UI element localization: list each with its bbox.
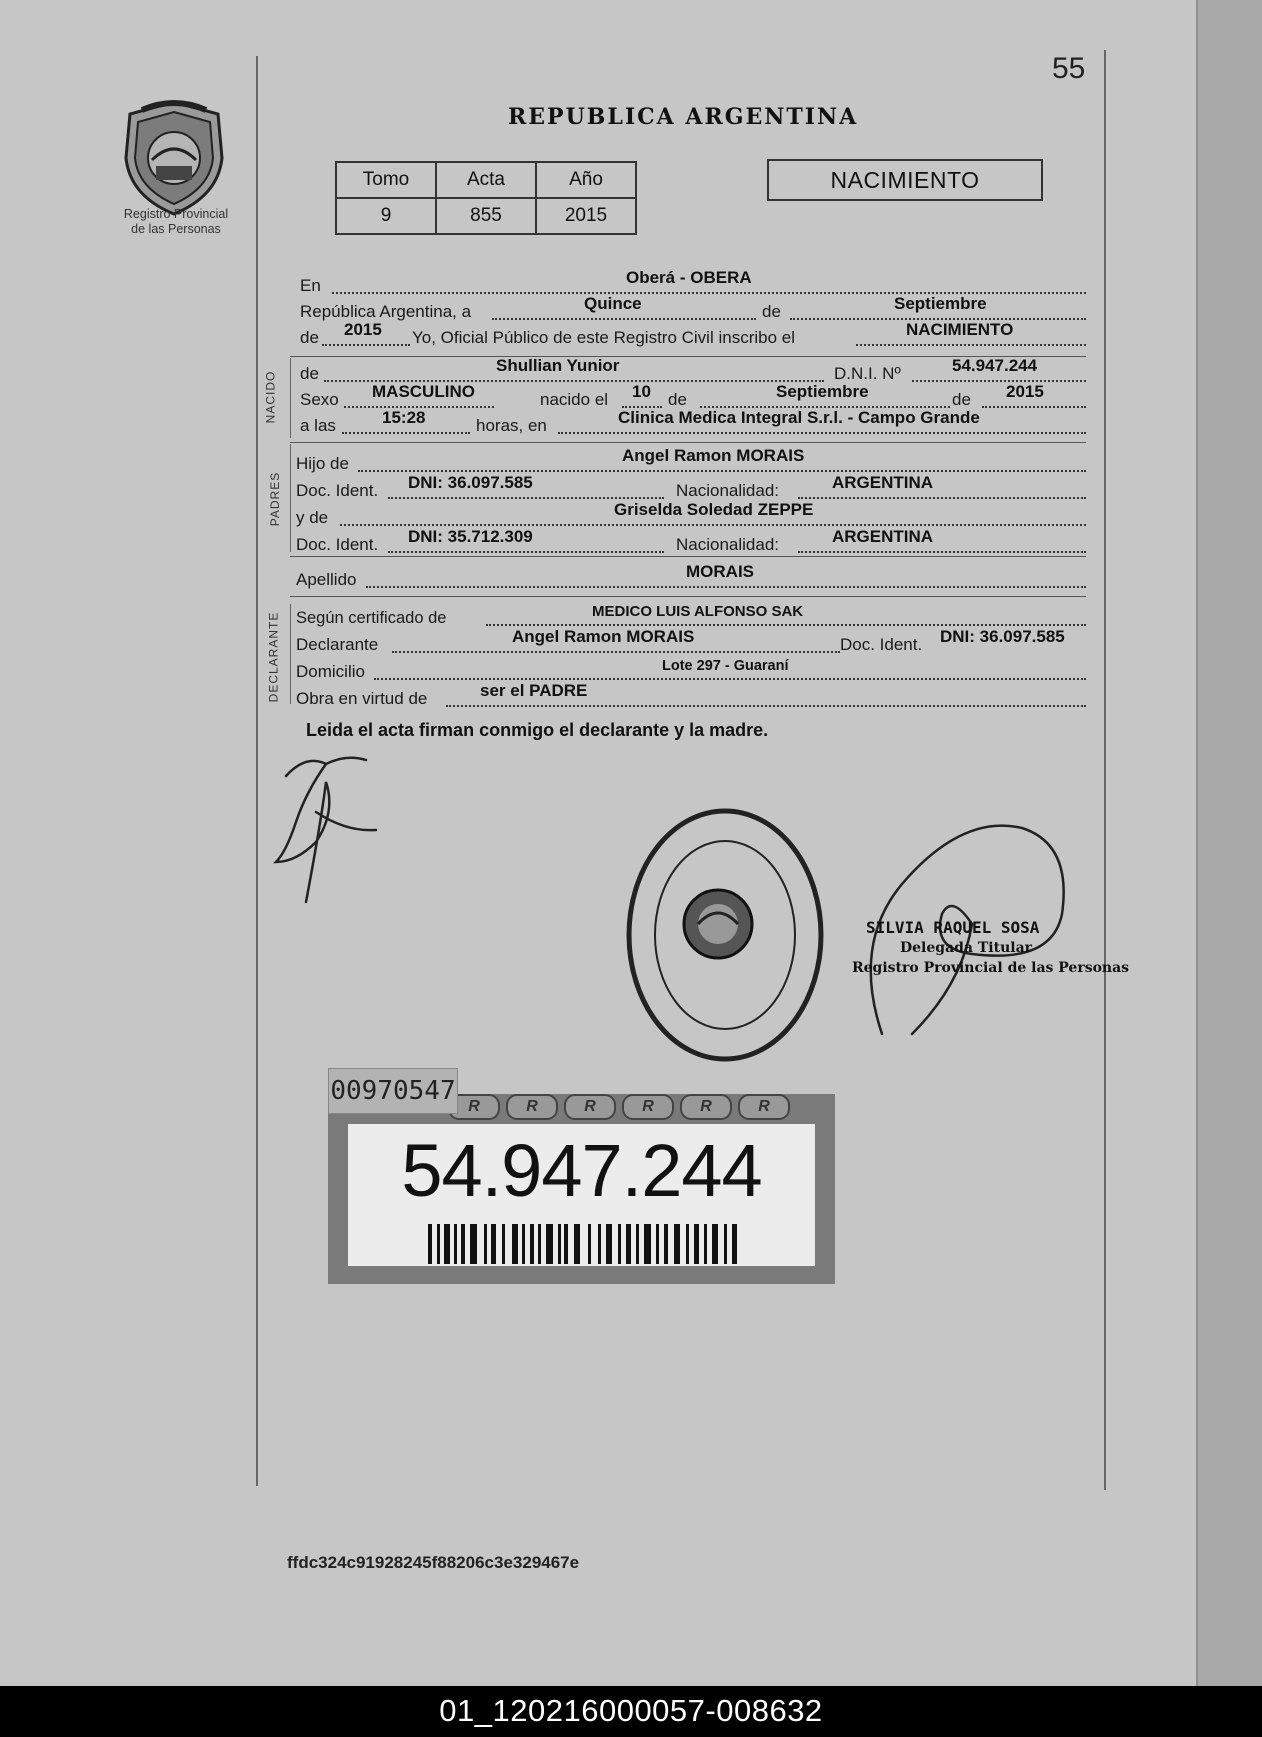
label-de-birth-year: de bbox=[952, 390, 971, 409]
sticker-r-glyph: R bbox=[506, 1094, 558, 1120]
declarant-signature bbox=[266, 752, 386, 912]
value-mother-nat: ARGENTINA bbox=[832, 527, 934, 546]
value-act-type: NACIMIENTO bbox=[906, 320, 1014, 339]
padres-bracket bbox=[290, 444, 291, 552]
header-acta: Acta bbox=[436, 162, 536, 198]
registry-name-line1: Registro Provincial bbox=[123, 207, 229, 221]
registry-caption bbox=[100, 207, 252, 237]
registry-shield-icon bbox=[118, 98, 230, 218]
label-sexo: Sexo bbox=[300, 390, 339, 409]
value-declarant: Angel Ramon MORAIS bbox=[512, 627, 695, 646]
row-address bbox=[296, 656, 1086, 682]
label-de-year: de bbox=[300, 328, 319, 347]
row-date bbox=[296, 296, 1086, 322]
value-declarant-doc: DNI: 36.097.585 bbox=[940, 627, 1065, 646]
label-hijo-de: Hijo de bbox=[296, 454, 349, 473]
value-father-nat: ARGENTINA bbox=[832, 473, 934, 492]
label-dni: D.N.I. Nº bbox=[834, 364, 901, 383]
label-de-name: de bbox=[300, 364, 319, 383]
value-tomo: 9 bbox=[336, 198, 436, 234]
label-y-de: y de bbox=[296, 508, 329, 527]
value-anio: 2015 bbox=[536, 198, 636, 234]
label-doc-declarant: Doc. Ident. bbox=[840, 635, 923, 654]
scan-footer bbox=[0, 1686, 1262, 1737]
label-republica: República Argentina, a bbox=[300, 302, 472, 321]
row-father-doc bbox=[296, 475, 1086, 501]
signatory-org: Registro Provincial de las Personas bbox=[852, 960, 1130, 976]
label-yo: Yo, Oficial Público de este Registro Civil inscribo el bbox=[412, 328, 795, 347]
scan-id: 01_120216000057-008632 bbox=[439, 1693, 823, 1728]
official-seal-icon bbox=[624, 806, 826, 1064]
section-divider bbox=[290, 596, 1086, 597]
value-certificate: MEDICO LUIS ALFONSO SAK bbox=[592, 603, 804, 620]
row-birth-time bbox=[296, 410, 1086, 436]
record-table bbox=[335, 161, 637, 235]
sticker-r-glyph: R bbox=[738, 1094, 790, 1120]
page-edge bbox=[1196, 0, 1262, 1686]
signatory-name: SILVIA RAQUEL SOSA bbox=[866, 918, 1040, 937]
row-father bbox=[296, 448, 1086, 474]
value-month-text: Septiembre bbox=[894, 294, 987, 313]
value-father-doc: DNI: 36.097.585 bbox=[408, 473, 533, 492]
side-label-nacido: NACIDO bbox=[263, 370, 278, 424]
document-title: REPUBLICA ARGENTINA bbox=[508, 104, 859, 130]
sticker-r-glyph: R bbox=[622, 1094, 674, 1120]
value-mother-doc: DNI: 35.712.309 bbox=[408, 527, 533, 546]
label-en: En bbox=[300, 276, 321, 295]
label-nacido: nacido el bbox=[540, 390, 609, 409]
row-year bbox=[296, 322, 1086, 348]
label-declarante: Declarante bbox=[296, 635, 379, 654]
side-label-padres: PADRES bbox=[268, 471, 283, 527]
nacido-bracket bbox=[290, 358, 291, 438]
sticker-number: 54.947.244 bbox=[401, 1129, 762, 1212]
value-surname: MORAIS bbox=[686, 562, 754, 581]
value-place: Oberá - OBERA bbox=[626, 268, 752, 287]
row-sex bbox=[296, 384, 1086, 410]
row-declarant bbox=[296, 629, 1086, 655]
label-doc-mother: Doc. Ident. bbox=[296, 535, 379, 554]
registry-name-line2: de las Personas bbox=[131, 222, 221, 236]
row-mother-doc bbox=[296, 529, 1086, 555]
label-domicilio: Domicilio bbox=[296, 662, 365, 681]
row-surname bbox=[296, 564, 1086, 590]
value-year: 2015 bbox=[344, 320, 382, 339]
value-capacity: ser el PADRE bbox=[480, 681, 588, 700]
closing-statement: Leida el acta firman conmigo el declarante y la madre. bbox=[306, 720, 769, 740]
header-tomo: Tomo bbox=[336, 162, 436, 198]
sticker-r-glyph: R bbox=[564, 1094, 616, 1120]
label-nac-mother: Nacionalidad: bbox=[676, 535, 780, 554]
security-sticker bbox=[328, 1094, 835, 1284]
value-birth-month: Septiembre bbox=[776, 382, 869, 401]
value-mother: Griselda Soledad ZEPPE bbox=[614, 500, 814, 519]
barcode bbox=[428, 1224, 738, 1264]
section-divider bbox=[290, 442, 1086, 443]
value-day-text: Quince bbox=[584, 294, 642, 313]
signatory-role: Delegada Titular bbox=[900, 940, 1033, 956]
label-de-birth-month: de bbox=[668, 390, 687, 409]
value-birth-time: 15:28 bbox=[382, 408, 426, 427]
value-birth-year: 2015 bbox=[1006, 382, 1044, 401]
value-birth-day: 10 bbox=[632, 382, 651, 401]
value-acta: 855 bbox=[436, 198, 536, 234]
record-type-box: NACIMIENTO bbox=[767, 159, 1043, 201]
row-certificate bbox=[296, 602, 1086, 628]
side-label-declarante: DECLARANTE bbox=[266, 611, 281, 703]
sticker-r-glyph: R bbox=[680, 1094, 732, 1120]
header-anio: Año bbox=[536, 162, 636, 198]
row-child-name bbox=[296, 358, 1086, 384]
sticker-label bbox=[348, 1124, 815, 1266]
label-apellido: Apellido bbox=[296, 570, 357, 589]
value-birth-place: Clinica Medica Integral S.r.l. - Campo Grande bbox=[618, 408, 980, 427]
value-father: Angel Ramon MORAIS bbox=[622, 446, 805, 465]
right-margin-line bbox=[1104, 50, 1106, 1490]
label-nac-father: Nacionalidad: bbox=[676, 481, 780, 500]
left-margin-line bbox=[256, 56, 258, 1486]
value-sex: MASCULINO bbox=[372, 382, 475, 401]
sticker-r-glyph: R bbox=[448, 1094, 500, 1120]
label-a-las: a las bbox=[300, 416, 336, 435]
document-hash: ffdc324c91928245f88206c3e329467e bbox=[287, 1553, 580, 1572]
serial-number-tag: 00970547 bbox=[328, 1068, 458, 1114]
label-segun: Según certificado de bbox=[296, 609, 447, 627]
label-doc-father: Doc. Ident. bbox=[296, 481, 379, 500]
value-child-name: Shullian Yunior bbox=[496, 356, 620, 375]
label-obra: Obra en virtud de bbox=[296, 689, 428, 708]
section-divider bbox=[290, 556, 1086, 557]
row-mother bbox=[296, 502, 1086, 528]
label-de-month: de bbox=[762, 302, 781, 321]
declarante-bracket bbox=[290, 604, 291, 704]
row-capacity bbox=[296, 683, 1086, 709]
row-place bbox=[296, 270, 1086, 296]
page-number: 55 bbox=[1052, 52, 1086, 85]
value-address: Lote 297 - Guaraní bbox=[662, 658, 789, 674]
value-child-dni: 54.947.244 bbox=[952, 356, 1038, 375]
label-horas: horas, en bbox=[476, 416, 547, 435]
